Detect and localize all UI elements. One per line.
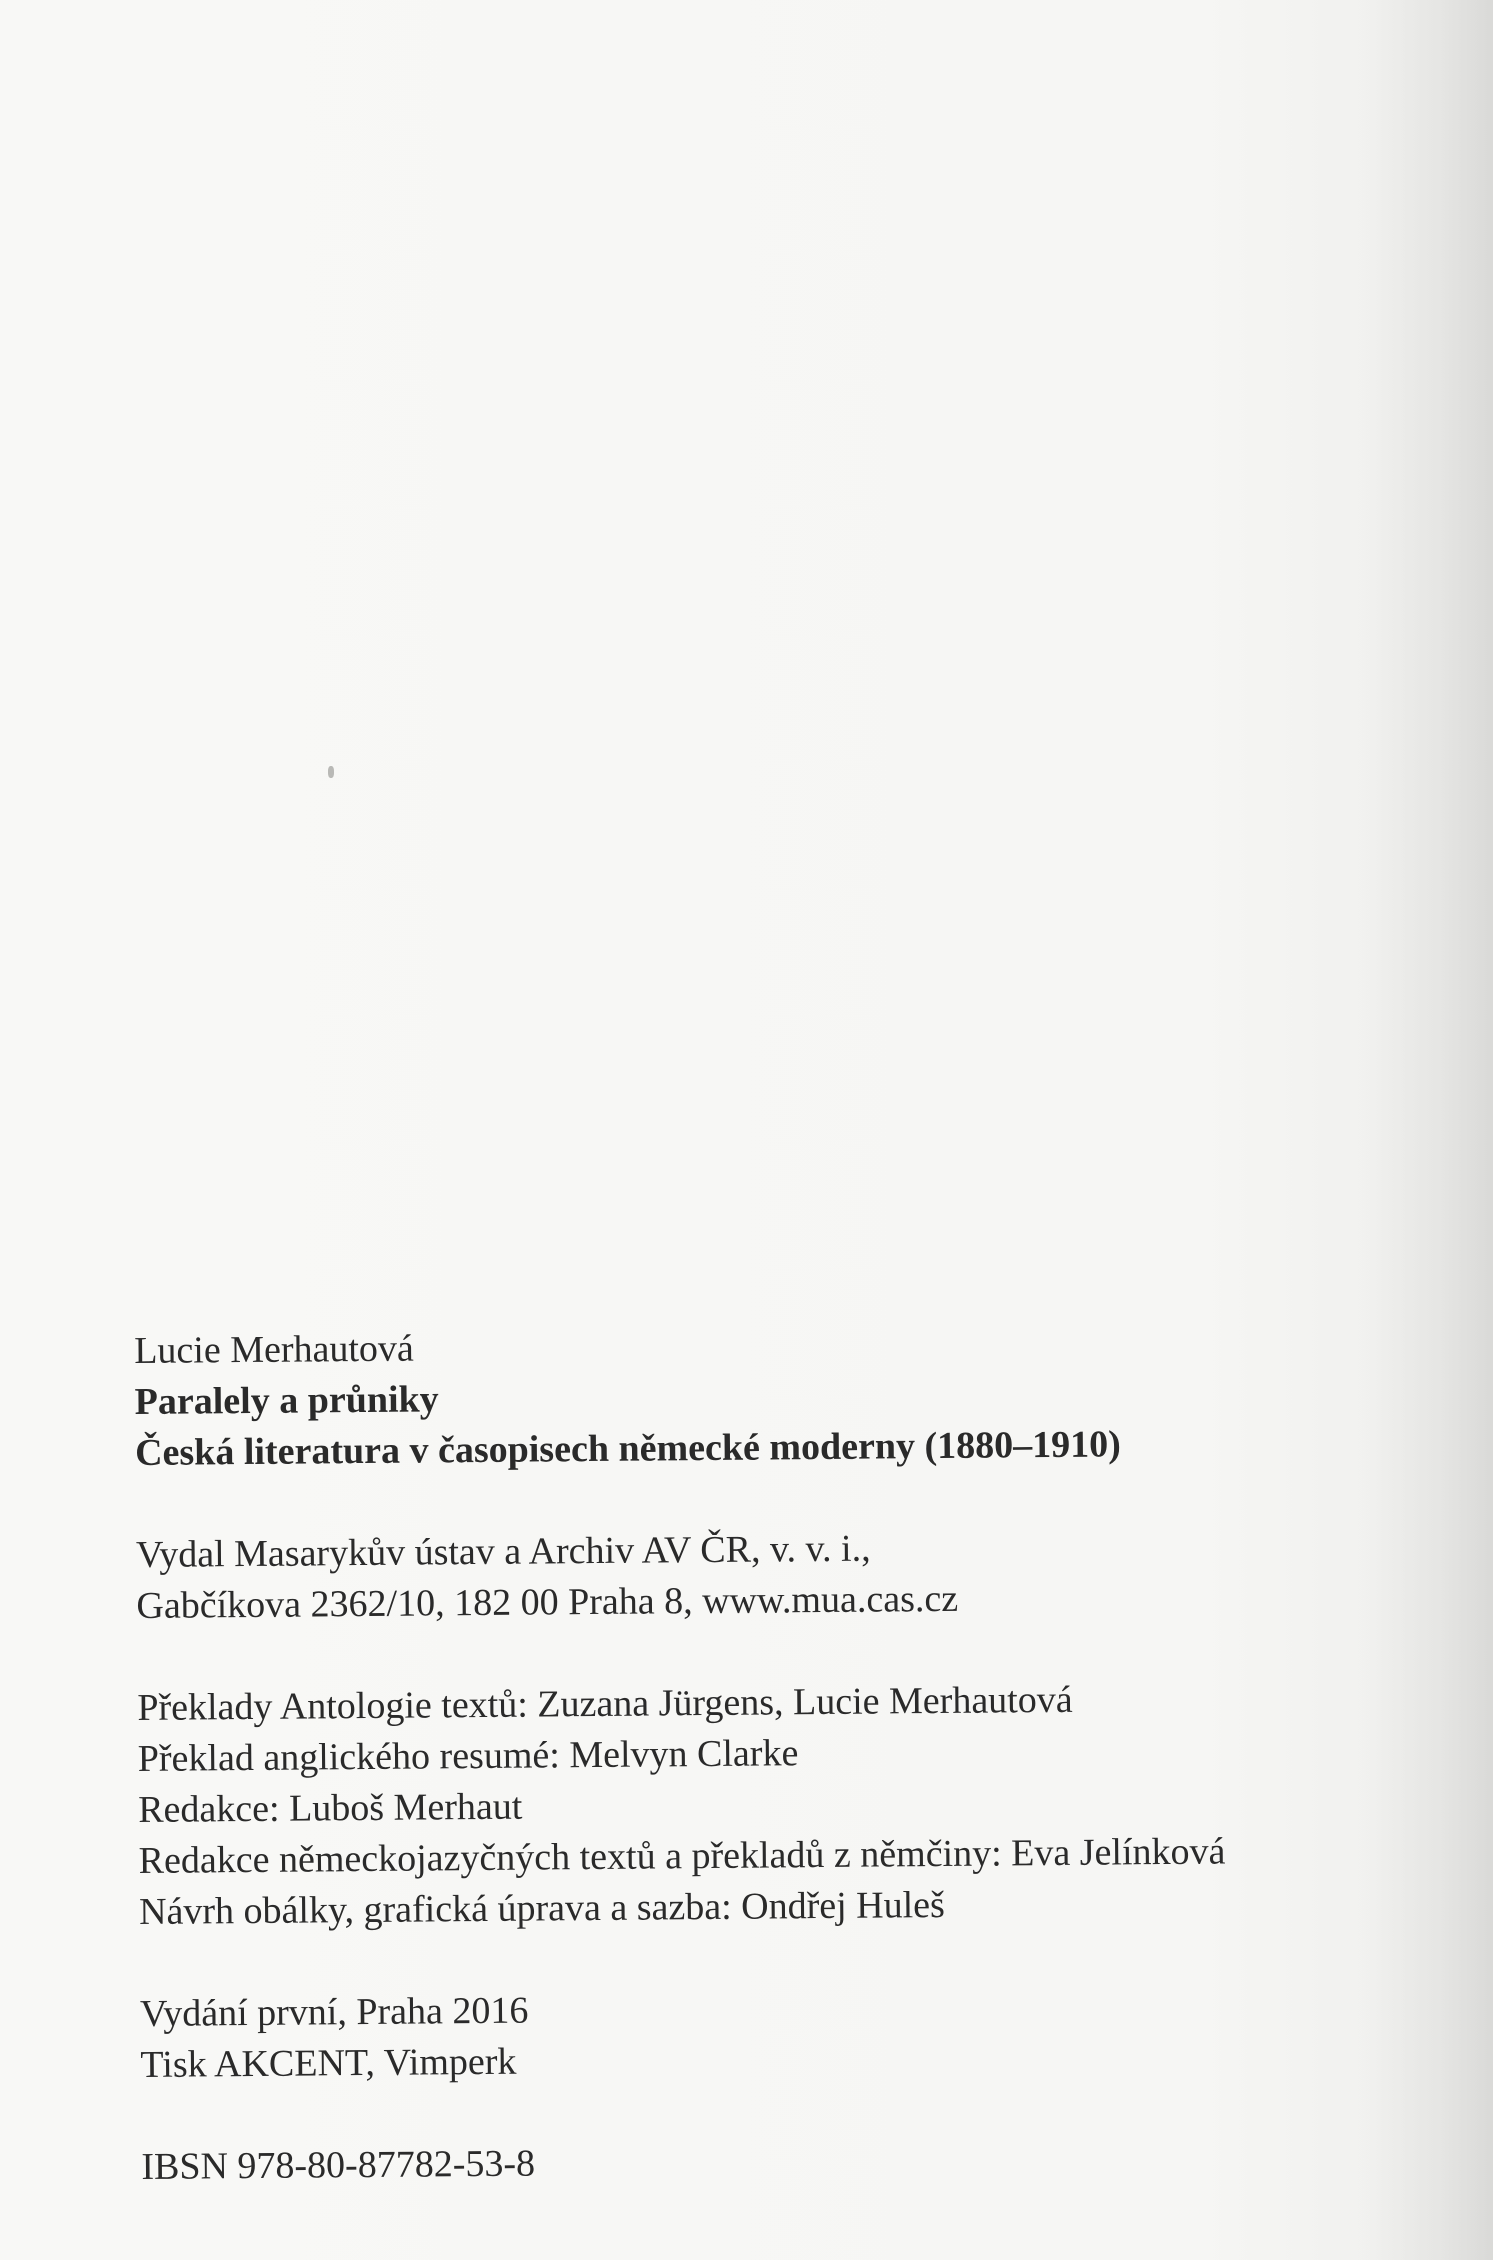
credit-design: Návrh obálky, grafická úprava a sazba: Ondřej Huleš (138, 1883, 946, 1933)
edition-line: Vydání první, Praha 2016 (139, 1989, 529, 2035)
author-name: Lucie Merhautová (134, 1327, 415, 1372)
publisher-line-1: Vydal Masarykův ústav a Archiv AV ČR, v. v. i., (135, 1527, 871, 1576)
credit-editor: Redakce: Luboš Merhaut (138, 1785, 523, 1831)
isbn-line: IBSN 978-80-87782-53-8 (141, 2142, 536, 2188)
printer-line: Tisk AKCENT, Vimperk (140, 2040, 517, 2086)
page-edge-shadow (1363, 0, 1493, 2260)
credit-resume-translation: Překlad anglického resumé: Melvyn Clarke (137, 1732, 799, 1780)
publisher-line-2: Gabčíkova 2362/10, 182 00 Praha 8, www.mua.cas.cz (136, 1577, 959, 1627)
imprint-block (134, 1316, 1342, 2193)
credit-translations: Překlady Antologie textů: Zuzana Jürgens, Lucie Merhautová (137, 1678, 1073, 1729)
book-subtitle: Česká literatura v časopisech německé moderny (1880–1910) (134, 1423, 1122, 1474)
paper-speck (328, 766, 334, 778)
book-title: Paralely a průniky (134, 1378, 439, 1423)
credit-german-editor: Redakce německojazyčných textů a překladů z němčiny: Eva Jelínková (138, 1830, 1226, 1882)
